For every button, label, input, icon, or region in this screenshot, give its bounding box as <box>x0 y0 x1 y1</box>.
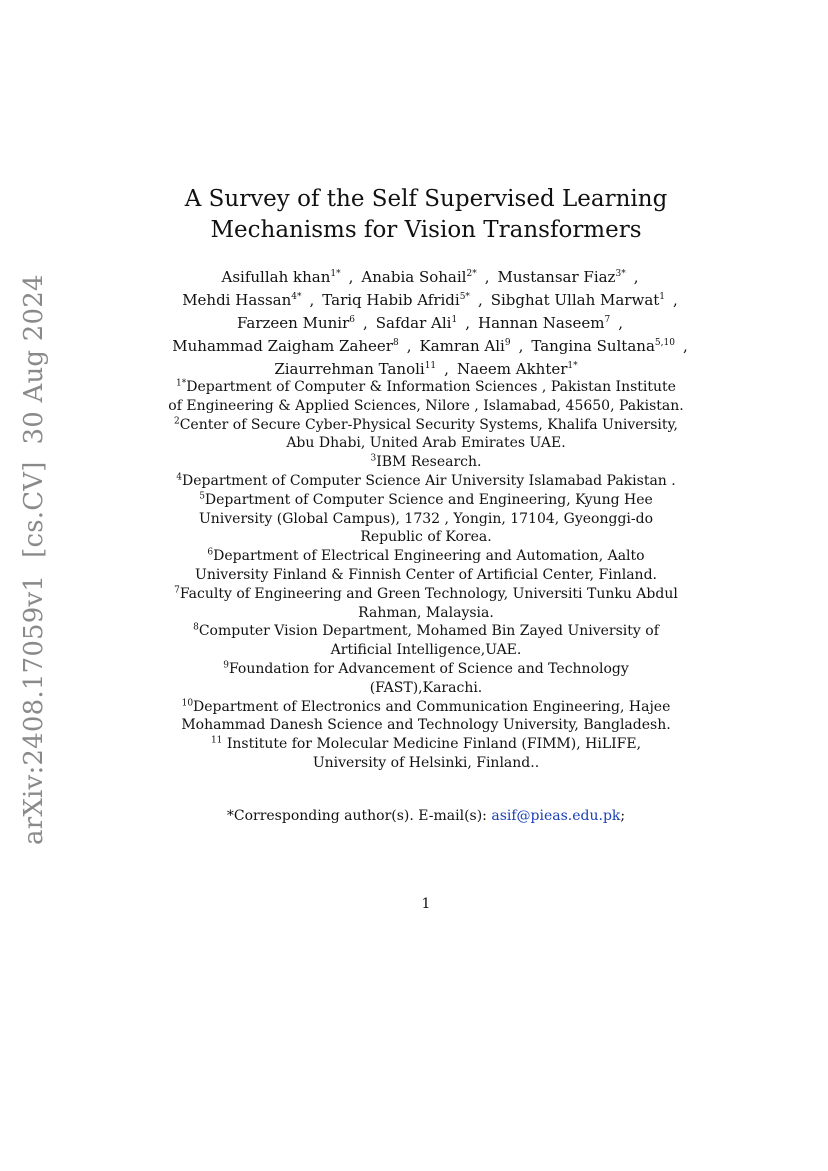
author <box>222 268 341 286</box>
author-affiliation-mark: 5,10 <box>654 338 675 348</box>
author-name: Safdar Ali <box>375 314 452 332</box>
title-line-2: Mechanisms for Vision Transformers <box>210 217 642 243</box>
author <box>274 360 436 378</box>
author <box>457 360 578 378</box>
author-affiliation-mark: 1* <box>567 361 578 371</box>
author-name: Mehdi Hassan <box>182 291 292 309</box>
corresponding-label: *Corresponding author(s). E-mail(s): <box>226 808 492 824</box>
author-affiliation-mark: 3* <box>615 269 626 279</box>
page-number: 1 <box>421 896 431 912</box>
affiliation-line <box>0 566 828 585</box>
author-name: Ziaurrehman Tanoli <box>274 360 425 378</box>
affiliation-mark: 7 <box>174 585 180 596</box>
title-line-1: A Survey of the Self Supervised Learning <box>184 186 668 212</box>
author-affiliation-mark: 1 <box>659 292 666 302</box>
author <box>322 291 470 309</box>
author-affiliation-mark: 1 <box>451 315 458 325</box>
affiliation-list <box>0 378 828 773</box>
author-affiliation-mark: 5* <box>459 292 470 302</box>
affiliation-text: Department of Computer & Information Sciences , Pakistan Institute <box>186 379 676 395</box>
affiliation-text: Mohammad Danesh Science and Technology University, Bangladesh. <box>181 717 671 734</box>
affiliation-line <box>0 660 828 679</box>
affiliation-text: IBM Research. <box>376 454 482 471</box>
author-name: Sibghat Ullah Marwat <box>490 291 660 309</box>
author-affiliation-mark: 1* <box>330 269 341 279</box>
author-affiliation-mark: 7 <box>604 315 611 325</box>
affiliation-line <box>0 735 828 754</box>
author-name: Anabia Sohail <box>361 268 467 286</box>
affiliation-line <box>0 716 828 735</box>
affiliation <box>0 472 828 491</box>
author <box>491 291 665 309</box>
affiliation <box>0 698 828 736</box>
author <box>182 291 301 309</box>
affiliation-mark: 11 <box>210 735 223 746</box>
affiliation-mark: 3 <box>370 453 377 464</box>
affiliation-line <box>0 510 828 529</box>
author <box>237 314 355 332</box>
author-list <box>0 266 828 381</box>
affiliation-line <box>0 547 828 566</box>
affiliation-line <box>0 754 828 773</box>
author-name: Asifullah khan <box>221 268 331 286</box>
affiliation-line <box>0 472 828 491</box>
affiliation-mark: 4 <box>176 472 183 483</box>
affiliation <box>0 491 828 547</box>
corresponding-author <box>0 808 828 824</box>
author-name: Tariq Habib Afridi <box>322 291 460 309</box>
author-name: Muhammad Zaigham Zaheer <box>172 337 393 355</box>
affiliation <box>0 622 828 660</box>
author-name: Kamran Ali <box>419 337 505 355</box>
affiliation-text: of Engineering & Applied Sciences, Nilore , Islamabad, 45650, Pakistan. <box>168 397 684 414</box>
paper-title <box>0 184 828 246</box>
affiliation-line <box>0 397 828 416</box>
affiliation-text: University (Global Campus), 1732 , Yongin, 17104, Gyeonggi-do <box>198 510 654 527</box>
affiliation-text: Artificial Intelligence,UAE. <box>330 642 522 659</box>
affiliation-line <box>0 378 828 397</box>
affiliation-text: Institute for Molecular Medicine Finland (FIMM), HiLIFE, <box>222 736 642 753</box>
affiliation-mark: 5 <box>199 491 205 502</box>
affiliation-text: Department of Electronics and Communication Engineering, Hajee <box>193 698 671 715</box>
affiliation-line <box>0 585 828 604</box>
author-line: Muhammad Zaigham Zaheer$^8$ , Kamran Ali$^9$ , Tangina Sultana$^{5,10}$ , <box>172 337 688 355</box>
author-line: Ziaurrehman Tanoli$^{11}$ , Naeem Akhter$^{1*}$ <box>274 360 578 378</box>
arxiv-stamp: arXiv:2408.17059v1 [cs.CV] 30 Aug 2024 <box>19 274 49 845</box>
author <box>497 268 625 286</box>
author-affiliation-mark: 9 <box>504 338 511 348</box>
affiliation-text: (FAST),Karachi. <box>369 679 483 696</box>
affiliation <box>0 585 828 623</box>
author-line: Farzeen Munir$^6$ , Safdar Ali$^1$ , Hannan Naseem$^7$ , <box>237 314 623 332</box>
affiliation-line <box>0 679 828 698</box>
affiliation-mark: 10 <box>181 697 194 708</box>
author-line: Mehdi Hassan$^{4*}$ , Tariq Habib Afridi$^{5*}$ , Sibghat Ullah Marwat$^1$ , <box>182 291 678 309</box>
author-line: Asifullah khan$^{1*}$ , Anabia Sohail$^{2*}$ , Mustansar Fiaz$^{3*}$ , <box>221 268 639 286</box>
affiliation-text: University Finland & Finnish Center of Artificial Center, Finland. <box>195 566 657 583</box>
affiliation-line <box>0 416 828 435</box>
affiliation-text: Computer Vision Department, Mohamed Bin Zayed University of <box>198 623 659 640</box>
author-affiliation-mark: 8 <box>392 338 399 348</box>
author <box>478 314 610 332</box>
affiliation-mark: 2 <box>173 415 180 426</box>
affiliation-line <box>0 622 828 641</box>
affiliation-line <box>0 604 828 623</box>
affiliation-text: University of Helsinki, Finland.. <box>312 754 540 771</box>
affiliation-line <box>0 528 828 547</box>
corresponding-suffix: ; <box>620 808 626 824</box>
author <box>531 337 675 355</box>
affiliation-text: Department of Computer Science Air University Islamabad Pakistan . <box>182 472 676 489</box>
affiliation <box>0 735 828 773</box>
affiliation <box>0 416 828 454</box>
affiliation-text: Rahman, Malaysia. <box>358 604 494 621</box>
affiliation-text: Department of Computer Science and Engineering, Kyung Hee <box>204 491 653 508</box>
affiliation <box>0 660 828 698</box>
affiliation <box>0 453 828 472</box>
affiliation-text: Republic of Korea. <box>360 529 492 546</box>
affiliation <box>0 547 828 585</box>
author <box>376 314 457 332</box>
author-name: Tangina Sultana <box>531 337 655 355</box>
author-affiliation-mark: 2* <box>466 269 477 279</box>
author-name: Hannan Naseem <box>477 314 605 332</box>
author-name: Naeem Akhter <box>456 360 568 378</box>
affiliation-line <box>0 698 828 717</box>
author-affiliation-mark: 11 <box>424 361 437 371</box>
author-name: Farzeen Munir <box>237 314 350 332</box>
affiliation-mark: 1* <box>176 378 187 389</box>
affiliation-text: Department of Electrical Engineering and Automation, Aalto <box>213 548 645 565</box>
affiliation-line <box>0 453 828 472</box>
affiliation <box>0 378 828 416</box>
author <box>361 268 476 286</box>
author-name: Mustansar Fiaz <box>497 268 616 286</box>
author <box>172 337 398 355</box>
affiliation-mark: 8 <box>193 622 199 633</box>
affiliation-text: Center of Secure Cyber-Physical Security Systems, Khalifa University, <box>179 416 678 433</box>
affiliation-line <box>0 434 828 453</box>
affiliation-text: Faculty of Engineering and Green Technology, Universiti Tunku Abdul <box>179 585 678 602</box>
affiliation-text: Foundation for Advancement of Science and Technology <box>228 660 629 677</box>
corresponding-email-link[interactable]: asif@pieas.edu.pk <box>491 808 621 824</box>
affiliation-line <box>0 491 828 510</box>
affiliation-mark: 6 <box>207 547 214 558</box>
affiliation-text: Abu Dhabi, United Arab Emirates UAE. <box>286 435 566 452</box>
author <box>420 337 511 355</box>
affiliation-line <box>0 641 828 660</box>
author-affiliation-mark: 4* <box>291 292 302 302</box>
author-affiliation-mark: 6 <box>349 315 355 325</box>
affiliation-mark: 9 <box>223 660 229 671</box>
